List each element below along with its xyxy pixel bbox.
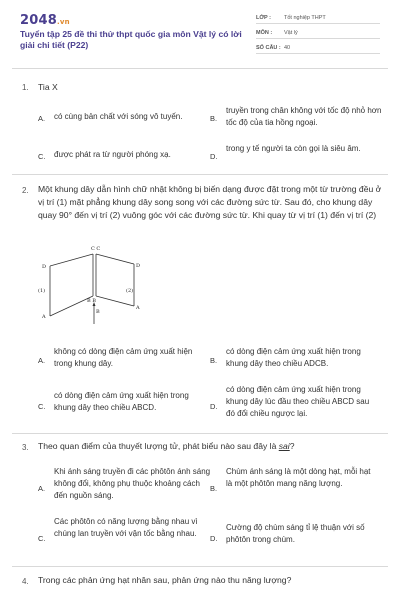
meta-value: Tốt nghiệp THPT [284, 15, 326, 21]
exam-title: Tuyển tập 25 đề thi thử thpt quốc gia môn Vật lý có lời giải chi tiết (P22) [20, 29, 242, 50]
meta-value: Vật lý [284, 30, 298, 36]
option-label-d: D. [210, 534, 218, 543]
question-stem [38, 440, 382, 453]
option-b[interactable]: có dòng điện cảm ứng xuất hiện trong khung dây theo chiều ADCB. [226, 347, 361, 368]
option-label-c: C. [38, 534, 46, 543]
question-stem: Trong các phản ứng hạt nhân sau, phản ứng nào thu năng lượng? [38, 575, 292, 585]
logo-suffix: .vn [56, 18, 70, 26]
option-label-c: C. [38, 152, 46, 161]
meta-row-class [256, 12, 380, 24]
label-d-left: D [42, 264, 47, 270]
option-b[interactable]: truyền trong chân không với tốc độ nhỏ hơn tốc độ của tia hồng ngoại. [226, 106, 382, 127]
site-logo[interactable] [20, 13, 70, 28]
option-label-c: C. [38, 402, 46, 411]
question-stem: Một khung dây dẫn hình chữ nhật không bị biến dạng được đặt trong một từ trường đều ở vị trí (1) mặt phẳng khung dây song song với các đường sức từ. Sau đó, cho khung dây quay 90° đến vị trí (2) vuông góc với các đường sức từ. Khi quay từ vị trí (1) đến vị trí (2) [38, 184, 382, 220]
stem-emphasis: sai [278, 441, 290, 451]
question-stem: Tia X [38, 82, 58, 92]
question-number: 1. [22, 83, 29, 92]
option-label-b: B. [210, 114, 218, 123]
meta-row-count [256, 42, 380, 54]
option-b[interactable]: Chùm ánh sáng là một dòng hạt, mỗi hạt là một phôtôn mang năng lượng. [226, 467, 371, 488]
question-divider [12, 433, 388, 434]
option-d[interactable]: trong y tế người ta còn gọi là siêu âm. [226, 144, 361, 153]
option-label-b: B. [210, 484, 218, 493]
header-divider [12, 68, 388, 69]
label-position-1: (1) [38, 288, 46, 294]
question-number: 2. [22, 186, 29, 195]
option-a[interactable]: Khi ánh sáng truyền đi các phôtôn ánh sáng không đổi, không phụ thuộc khoảng cách đến nguồn sáng. [54, 467, 211, 500]
page-header [0, 0, 400, 70]
logo-main: 2048 [20, 13, 57, 28]
meta-key: LỚP : [256, 15, 271, 21]
stem-punctuation: ? [289, 441, 295, 451]
stem-text: Theo quan điểm của thuyết lượng tử, phát biểu nào sau đây là [38, 441, 279, 451]
option-label-d: D. [210, 402, 218, 411]
option-label-d: D. [210, 152, 218, 161]
option-d[interactable]: có dòng điện cảm ứng xuất hiện trong khung dây lúc đầu theo chiều ABCD sau đó đổi chiều ngược lại. [226, 385, 370, 418]
label-a-right: A [136, 305, 140, 311]
meta-row-subject [256, 27, 380, 39]
option-c[interactable]: được phát ra từ người phóng xạ. [54, 150, 171, 159]
label-a-left: A [42, 314, 46, 320]
option-d[interactable]: Cường độ chùm sáng tỉ lệ thuận với số phôtôn trong chùm. [226, 523, 365, 544]
label-b-vector: B [96, 309, 100, 315]
question-divider [12, 566, 388, 567]
exam-meta [256, 12, 380, 57]
meta-key: MÔN : [256, 30, 273, 36]
option-label-b: B. [210, 356, 218, 365]
option-c[interactable]: có dòng điện cảm ứng xuất hiện trong khung dây theo chiều ABCD. [54, 391, 189, 412]
label-b-pair: B B [87, 298, 96, 304]
option-label-a: A. [38, 114, 46, 123]
coil-diagram [36, 246, 176, 334]
meta-key: SỐ CÂU : [256, 45, 281, 51]
question-number: 4. [22, 577, 29, 586]
label-d-right: D [136, 263, 141, 269]
meta-value: 40 [284, 45, 291, 51]
question-number: 3. [22, 443, 29, 452]
option-a[interactable]: không có dòng điện cảm ứng xuất hiện trong khung dây. [54, 347, 193, 368]
question-divider [12, 174, 388, 175]
option-c[interactable]: Các phôtôn có năng lượng bằng nhau vì chúng lan truyền với vận tốc bằng nhau. [54, 517, 198, 538]
label-position-2: (2) [126, 288, 134, 294]
label-c-top: C C [91, 246, 101, 252]
option-label-a: A. [38, 356, 46, 365]
option-a[interactable]: có cùng bản chất với sóng vô tuyến. [54, 112, 183, 121]
option-label-a: A. [38, 484, 46, 493]
